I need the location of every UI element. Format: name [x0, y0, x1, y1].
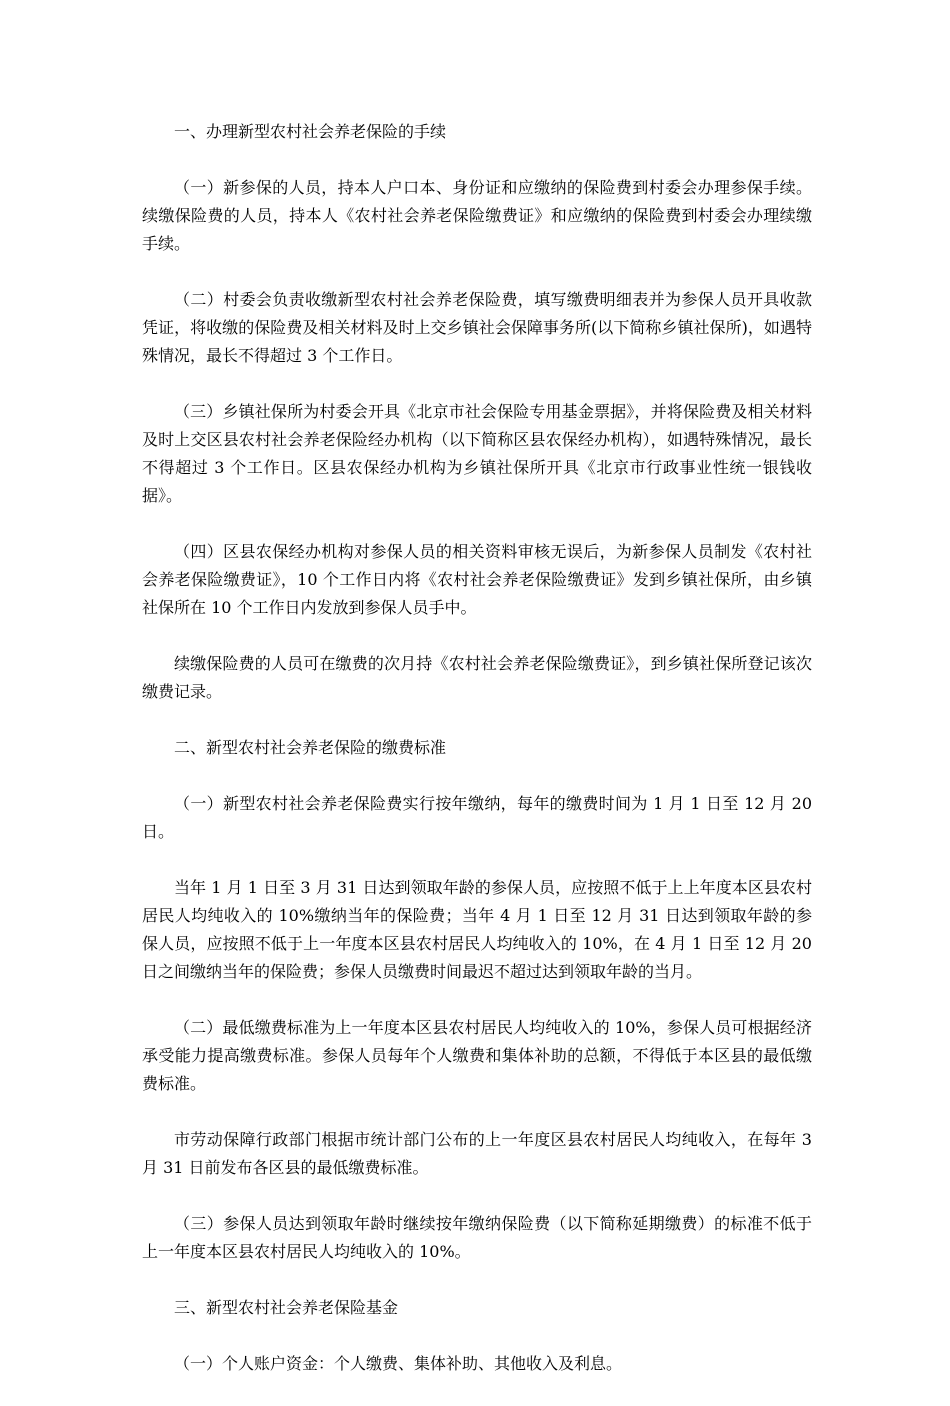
document-body [142, 118, 812, 1406]
paragraph-village-committee: （二）村委会负责收缴新型农村社会养老保险费，填写缴费明细表并为参保人员开具收款凭证，将收缴的保险费及相关材料及时上交乡镇社会保障事务所(以下简称乡镇社保所)，如遇特殊情况，最长不得超过 3 个工作日。 [142, 290, 812, 365]
paragraph-district-agency: （四）区县农保经办机构对参保人员的相关资料审核无误后，为新参保人员制发《农村社会养老保险缴费证》，10 个工作日内将《农村社会养老保险缴费证》发到乡镇社保所，由乡镇社保所在 10 个工作日内发放到参保人员手中。 [142, 542, 812, 617]
paragraph-township-office: （三）乡镇社保所为村委会开具《北京市社会保险专用基金票据》，并将保险费及相关材料及时上交区县农村社会养老保险经办机构（以下简称区县农保经办机构），如遇特殊情况，最长不得超过 3 个工作日。区县农保经办机构为乡镇社保所开具《北京市行政事业性统一银钱收据》。 [142, 402, 812, 505]
section-heading-payment-standard: 二、新型农村社会养老保险的缴费标准 [174, 738, 447, 757]
paragraph-deferred-payment: （三）参保人员达到领取年龄时继续按年缴纳保险费（以下简称延期缴费）的标准不低于上一年度本区县农村居民人均纯收入的 10%。 [142, 1214, 812, 1261]
paragraph-renewal-record: 续缴保险费的人员可在缴费的次月持《农村社会养老保险缴费证》，到乡镇社保所登记该次缴费记录。 [142, 654, 812, 701]
paragraph-eligibility-timing: 当年 1 月 1 日至 3 月 31 日达到领取年龄的参保人员，应按照不低于上上年度本区县农村居民人均纯收入的 10%缴纳当年的保险费；当年 4 月 1 日至 12 月 31 日达到领取年龄的参保人员，应按照不低于上一年度本区县农村居民人均纯收入的 10%，在 4 月 1 日至 12 月 20 日之间缴纳当年的保险费；参保人员缴费时间最迟不超过达到领取年龄的当月。 [142, 878, 812, 981]
section-heading-fund: 三、新型农村社会养老保险基金 [174, 1298, 399, 1317]
paragraph-new-enrollment: （一）新参保的人员，持本人户口本、身份证和应缴纳的保险费到村委会办理参保手续。续缴保险费的人员，持本人《农村社会养老保险缴费证》和应缴纳的保险费到村委会办理续缴手续。 [142, 178, 812, 253]
section-heading-procedures: 一、办理新型农村社会养老保险的手续 [174, 122, 447, 141]
paragraph-personal-account: （一）个人账户资金：个人缴费、集体补助、其他收入及利息。 [174, 1354, 623, 1373]
paragraph-minimum-standard: （二）最低缴费标准为上一年度本区县农村居民人均纯收入的 10%，参保人员可根据经济承受能力提高缴费标准。参保人员每年个人缴费和集体补助的总额，不得低于本区县的最低缴费标准。 [142, 1018, 812, 1093]
paragraph-annual-payment: （一）新型农村社会养老保险费实行按年缴纳，每年的缴费时间为 1 月 1 日至 12 月 20 日。 [142, 794, 812, 841]
paragraph-labor-department: 市劳动保障行政部门根据市统计部门公布的上一年度区县农村居民人均纯收入，在每年 3 月 31 日前发布各区县的最低缴费标准。 [142, 1130, 812, 1177]
